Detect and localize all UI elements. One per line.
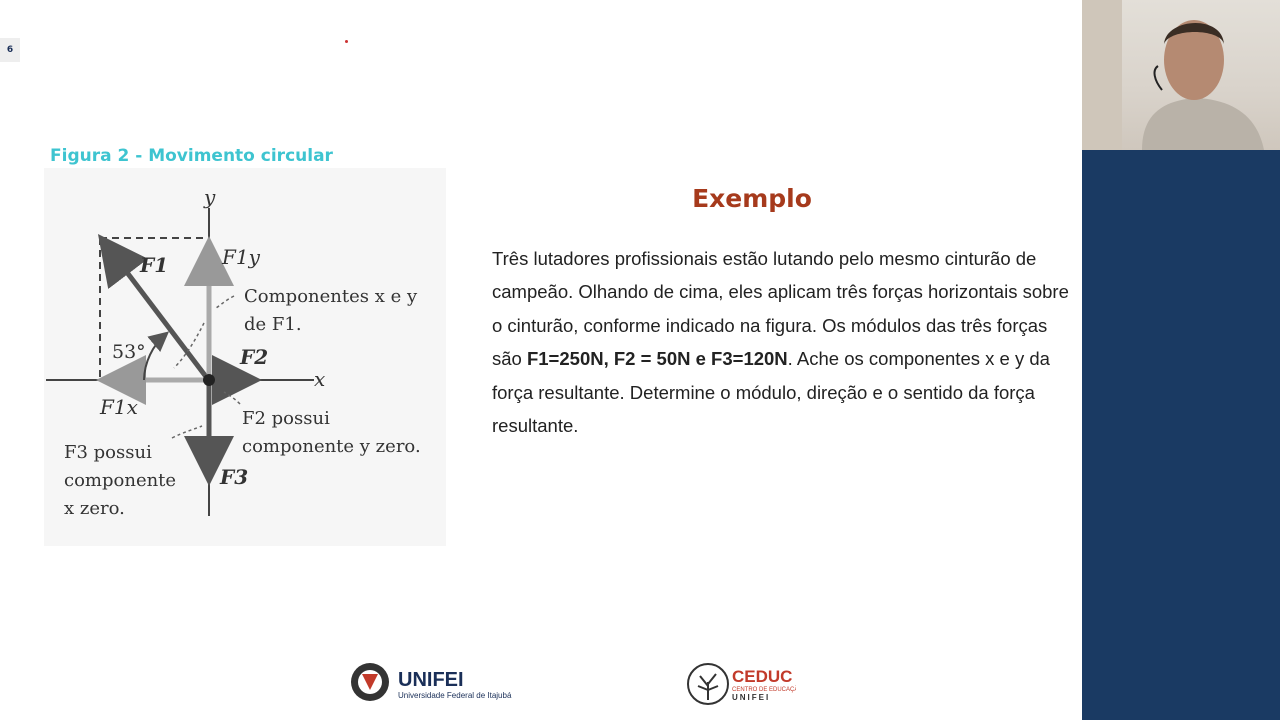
x-axis-label: x [314,367,326,391]
note-pointer-3 [224,392,240,404]
unifei-logo [348,660,528,706]
ceduc-subtitle: CENTRO DE EDUCAÇÃO [732,687,796,693]
webcam-feed [1082,0,1280,150]
page-number: 6 [0,38,20,62]
force-diagram [44,168,446,546]
unifei-subtitle: Universidade Federal de Itajubá [398,691,512,700]
components-note-line1: Componentes x e y [244,286,418,307]
unifei-name: UNIFEI [398,669,464,691]
body-text-part2: . Ache os componentes x e y da força resultante. Determine o módulo, direção e o sentido da força resultante. [492,348,1050,437]
y-axis-label: y [204,185,216,209]
laser-pointer-dot [345,40,348,43]
f1-label: F1 [140,253,169,277]
body-bold-values: F1=250N, F2 = 50N e F3=120N [526,348,788,370]
f2-note-line1: F2 possui [242,408,330,429]
origin-point [203,374,215,386]
side-panel [1082,150,1280,720]
ceduc-logo [686,660,796,706]
body-text-part1: Três lutadores profissionais estão lutando pelo mesmo cinturão de campeão. Olhando de cima, eles aplicam três forças horizontais sobre o cinturão, conforme indicado na figura. Os módulos das três forças são [492,248,1069,370]
angle-arc [144,334,166,380]
f3-note-line2: componente [64,470,177,491]
f3-label: F3 [220,465,249,489]
slide-title: Exemplo [692,184,812,213]
note-pointer-4 [172,426,202,438]
note-pointer-2 [174,323,204,368]
ceduc-sub2: UNIFEI [732,693,771,702]
angle-label: 53° [112,341,146,363]
f2-label: F2 [240,345,269,369]
headset-wire [1155,66,1162,90]
f3-note-line1: F3 possui [64,442,152,463]
person-shoulders [1142,98,1264,150]
components-note-line2: de F1. [244,314,302,335]
figure-caption: Figura 2 - Movimento circular [50,146,333,166]
slide-body-text [492,242,1072,442]
f1y-label: F1y [222,245,260,269]
note-pointer-1 [216,296,234,308]
f3-note-line3: x zero. [64,498,125,519]
f2-note-line2: componente y zero. [242,436,421,457]
force-diagram-svg [44,168,446,546]
ceduc-name: CEDUC [732,667,793,686]
f1x-label: F1x [100,395,138,419]
